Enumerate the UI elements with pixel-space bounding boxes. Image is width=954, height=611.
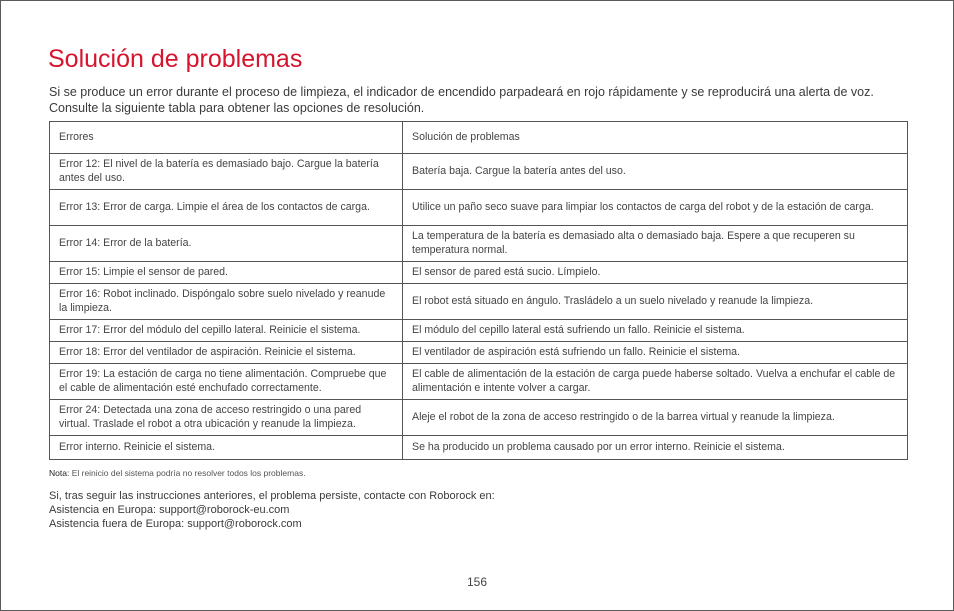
note-label: Nota: <box>49 468 70 478</box>
error-cell: Error 16: Robot inclinado. Dispóngalo sobre suelo nivelado y reanude la limpieza. <box>50 284 403 320</box>
troubleshooting-table <box>49 121 908 460</box>
error-cell: Error 19: La estación de carga no tiene alimentación. Compruebe que el cable de alimentación esté enchufado correctamente. <box>50 364 403 400</box>
table-header-row <box>50 122 908 154</box>
error-cell: Error 17: Error del módulo del cepillo lateral. Reinicie el sistema. <box>50 320 403 342</box>
table-row <box>50 154 908 190</box>
support-outside-europe: Asistencia fuera de Europa: support@roborock.com <box>49 518 302 530</box>
solution-cell: El sensor de pared está sucio. Límpielo. <box>403 262 908 284</box>
error-cell: Error 18: Error del ventilador de aspiración. Reinicie el sistema. <box>50 342 403 364</box>
error-cell: Error 12: El nivel de la batería es demasiado bajo. Cargue la batería antes del uso. <box>50 154 403 190</box>
note-text: El reinicio del sistema podría no resolver todos los problemas. <box>69 468 306 478</box>
contact-info <box>49 489 495 531</box>
solution-cell: Batería baja. Cargue la batería antes del uso. <box>403 154 908 190</box>
table-row <box>50 342 908 364</box>
column-header-solutions: Solución de problemas <box>403 122 908 154</box>
solution-cell: El ventilador de aspiración está sufriendo un fallo. Reinicie el sistema. <box>403 342 908 364</box>
table-row <box>50 436 908 460</box>
page-title: Solución de problemas <box>48 45 303 73</box>
table-row <box>50 320 908 342</box>
contact-intro: Si, tras seguir las instrucciones anteriores, el problema persiste, contacte con Roborock en: <box>49 490 495 502</box>
error-cell: Error interno. Reinicie el sistema. <box>50 436 403 460</box>
table-row <box>50 284 908 320</box>
solution-cell: El robot está situado en ángulo. Trasládelo a un suelo nivelado y reanude la limpieza. <box>403 284 908 320</box>
support-europe: Asistencia en Europa: support@roborock-eu.com <box>49 504 290 516</box>
error-cell: Error 14: Error de la batería. <box>50 226 403 262</box>
page-number: 156 <box>466 575 488 589</box>
solution-cell: La temperatura de la batería es demasiado alta o demasiado baja. Espere a que recuperen su temperatura normal. <box>403 226 908 262</box>
table-row <box>50 400 908 436</box>
error-cell: Error 13: Error de carga. Limpie el área de los contactos de carga. <box>50 190 403 226</box>
solution-cell: Aleje el robot de la zona de acceso restringido o de la barrea virtual y reanude la limpieza. <box>403 400 908 436</box>
solution-cell: Utilice un paño seco suave para limpiar los contactos de carga del robot y de la estación de carga. <box>403 190 908 226</box>
table-row <box>50 190 908 226</box>
column-header-errors: Errores <box>50 122 403 154</box>
error-cell: Error 24: Detectada una zona de acceso restringido o una pared virtual. Traslade el robot a otra ubicación y reanude la limpieza. <box>50 400 403 436</box>
intro-paragraph: Si se produce un error durante el proceso de limpieza, el indicador de encendido parpadeará en rojo rápidamente y se reproducirá una alerta de voz. Consulte la siguiente tabla para obtener las opciones de resolución. <box>49 85 874 115</box>
solution-cell: El módulo del cepillo lateral está sufriendo un fallo. Reinicie el sistema. <box>403 320 908 342</box>
error-cell: Error 15: Limpie el sensor de pared. <box>50 262 403 284</box>
note <box>49 468 306 478</box>
solution-cell: El cable de alimentación de la estación de carga puede haberse soltado. Vuelva a enchufar el cable de alimentación e intente volver a cargar. <box>403 364 908 400</box>
solution-cell: Se ha producido un problema causado por un error interno. Reinicie el sistema. <box>403 436 908 460</box>
table-row <box>50 226 908 262</box>
table-row <box>50 262 908 284</box>
table-row <box>50 364 908 400</box>
